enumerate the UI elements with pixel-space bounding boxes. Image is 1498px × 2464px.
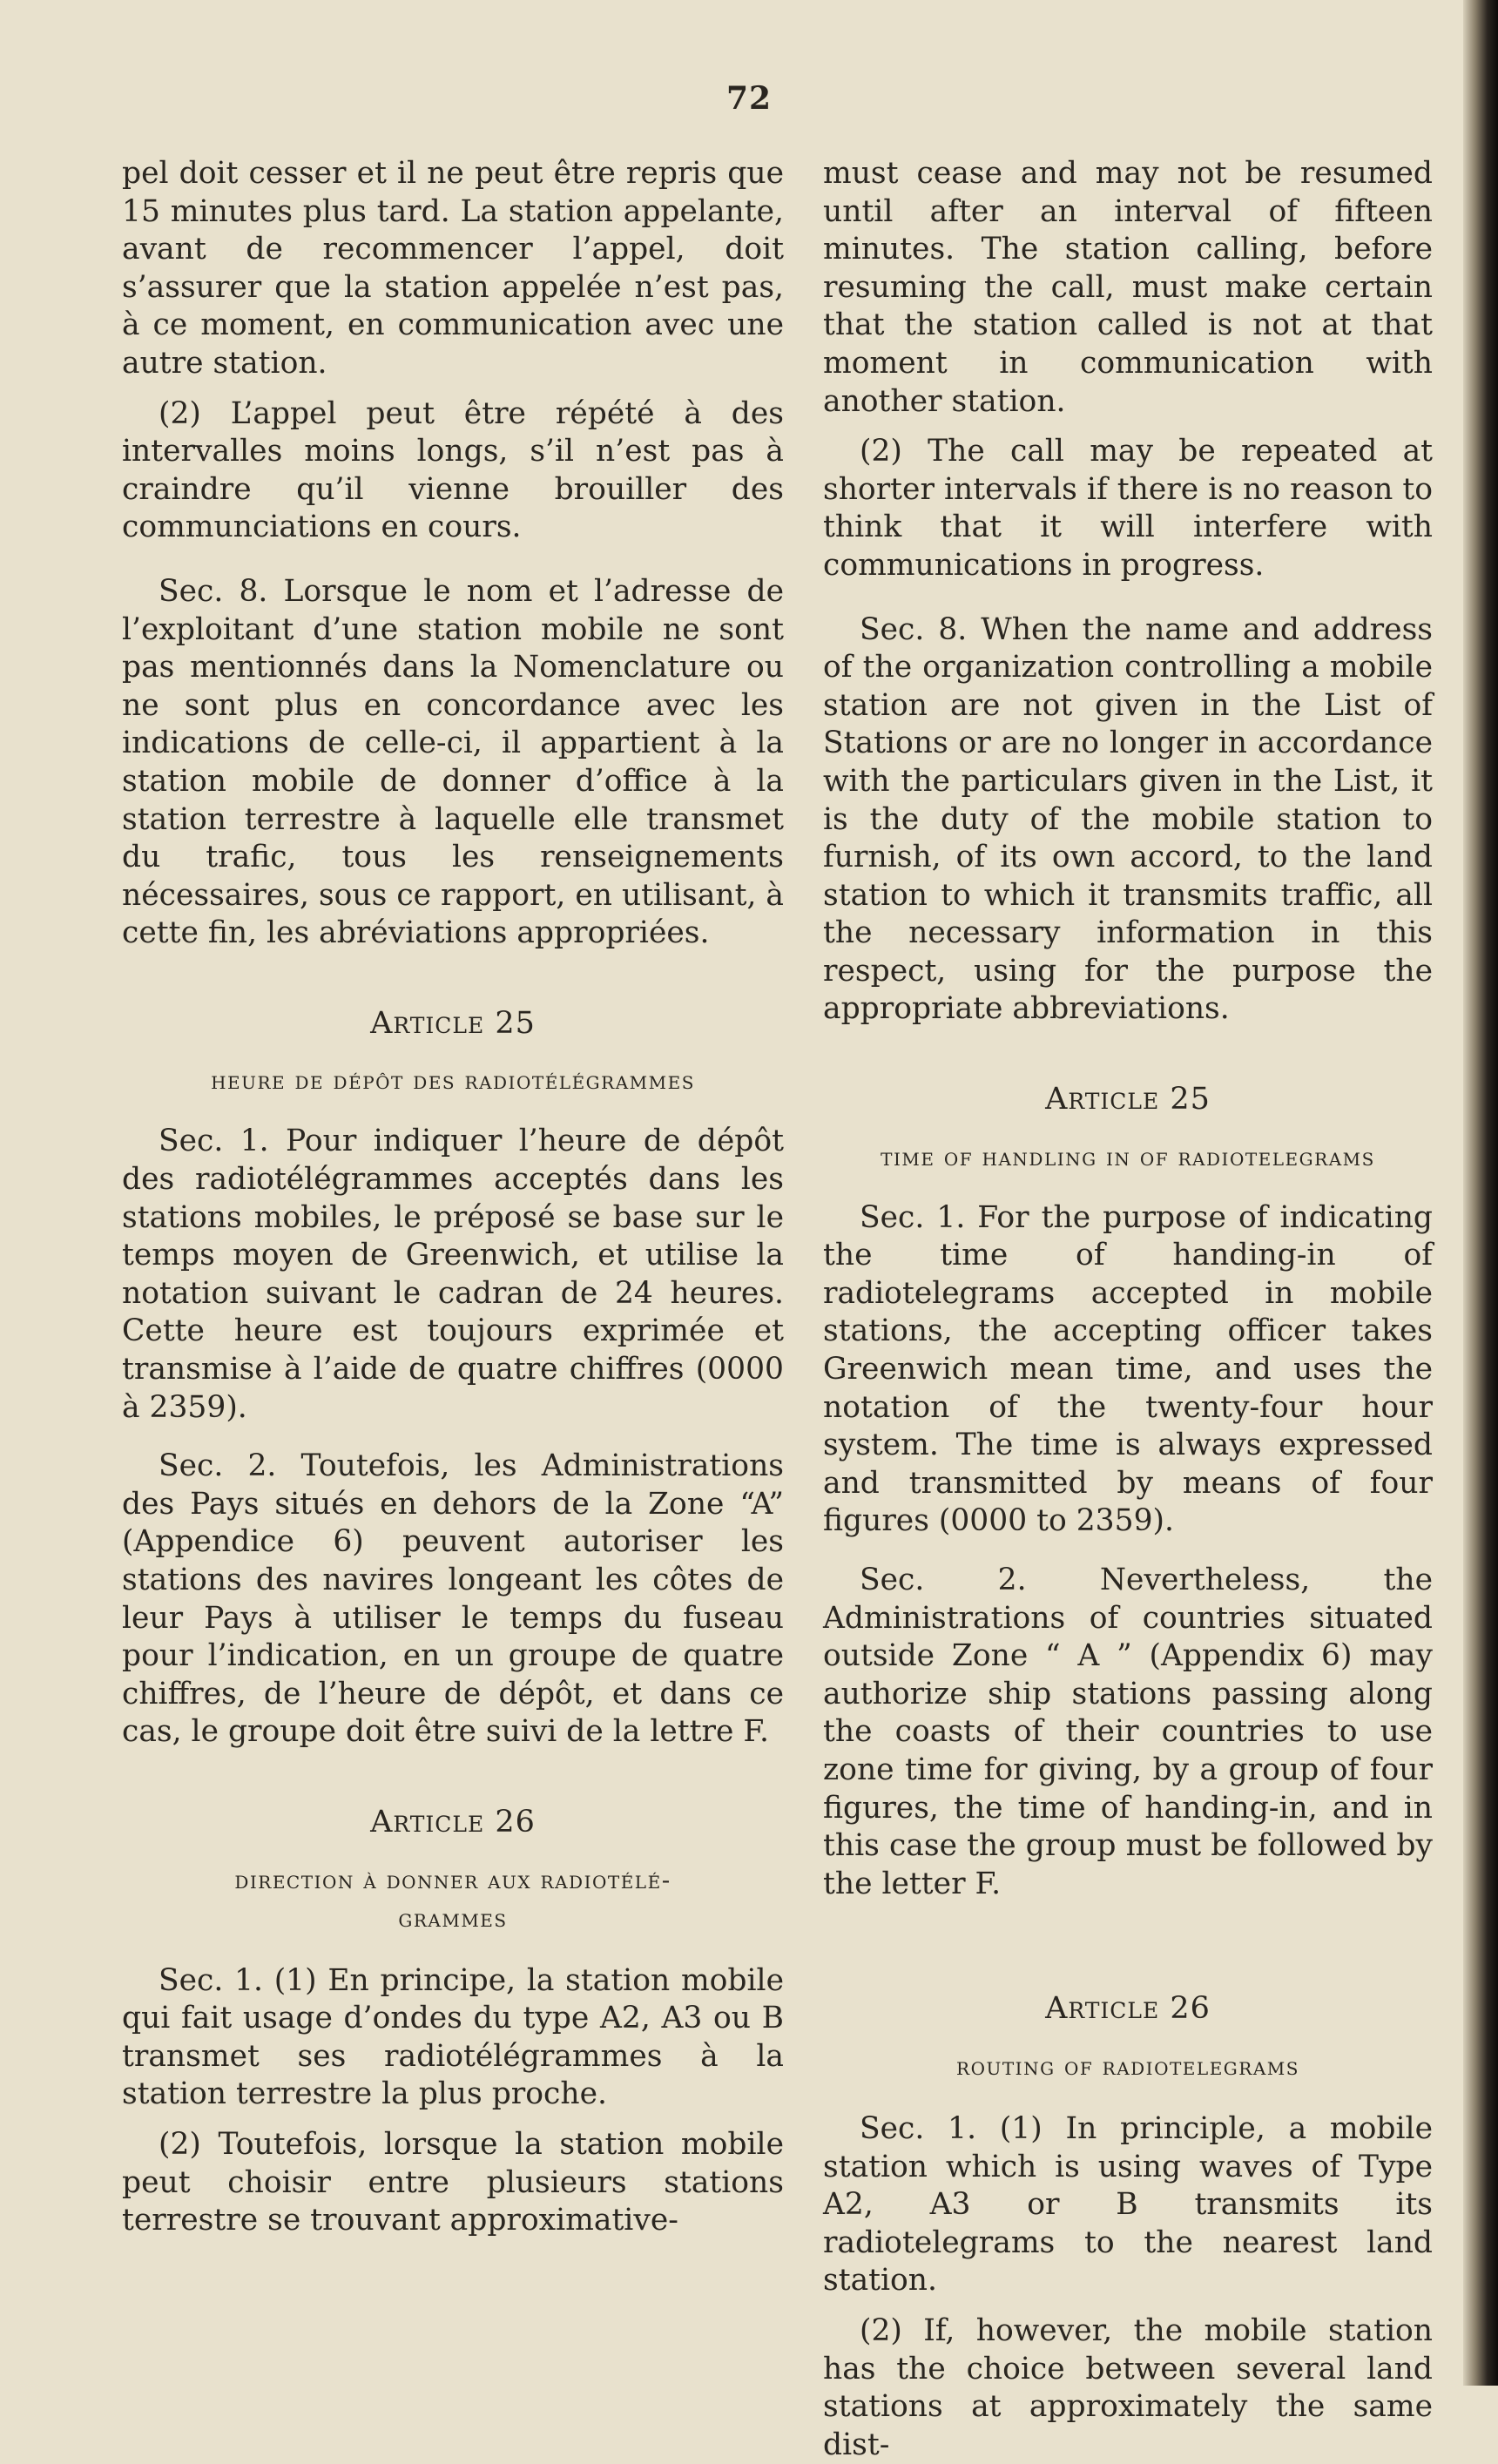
- article-26-title-en: routing of radiotelegrams: [956, 2051, 1299, 2081]
- paragraph-repeat-call-en: (2) The call may be repeated at shorter intervals if there is no reason to think that it will interfere with communications in progress.: [823, 434, 1433, 583]
- article-25-title-fr: heure de dépôt des radiotélégrammes: [211, 1066, 695, 1096]
- page-number: 72: [725, 80, 773, 117]
- english-column: [823, 155, 1433, 2464]
- paragraph-art25-sec1-en: Sec. 1. For the purpose of indicating the time of handing-in of radiotelegrams accepted in mobile stations, the accepting officer takes Greenwich mean time, and uses the notation of the twenty-four hour system. The time is always expressed and transmitted by means of four figures (0000 to 2359).: [823, 1199, 1433, 1539]
- french-column: [122, 155, 784, 2240]
- book-binding-shadow: [1463, 0, 1498, 2386]
- paragraph-sec8-fr: Sec. 8. Lorsque le nom et l’adresse de l’exploitant d’une station mobile ne sont pas mentionnés dans la Nomenclature ou ne sont plus en concordance avec les indications de celle-ci, il appartient à la station mobile de donner d’office à la station terrestre à laquelle elle transmet du trafic, tous les renseignements nécessaires, sous ce rapport, en utilisant, à cette fin, les abréviations appropriées.: [122, 573, 784, 951]
- paragraph-repeat-call-fr: (2) L’appel peut être répété à des intervalles moins longs, s’il n’est pas à craindre qu’il vienne brouiller des communciations en cours.: [122, 395, 784, 545]
- paragraph-art26-sec1-2-en: (2) If, however, the mobile station has the choice between several land stations at approximately the same dist-: [823, 2312, 1433, 2462]
- article-25-heading-en: Article 25: [1045, 1082, 1211, 1117]
- paragraph-art25-sec2-en: Sec. 2. Nevertheless, the Administrations of countries situated outside Zone “ A ” (Appendix 6) may authorize ship stations passing along the coasts of their countries to use zone time for giving, by a group of four figures, the time of handing-in, and in this case the group must be followed by the letter F.: [823, 1563, 1433, 1901]
- paragraph-art26-sec1-en: Sec. 1. (1) In principle, a mobile station which is using waves of Type A2, A3 or B transmits its radiotelegrams to the nearest land station.: [823, 2110, 1433, 2299]
- paragraph-call-cessation-en: must cease and may not be resumed until after an interval of fifteen minutes. The station calling, before resuming the call, must make certain that the station called is not at that moment in communication with another station.: [823, 156, 1433, 419]
- article-26-heading-en: Article 26: [1045, 1991, 1211, 2027]
- article-26-title-line1-fr: direction à donner aux radiotélé-: [234, 1865, 671, 1894]
- paragraph-call-cessation-fr: pel doit cesser et il ne peut être repris que 15 minutes plus tard. La station appelante, avant de recommencer l’appel, doit s’assurer que la station appelée n’est pas, à ce moment, en communication avec une autre station.: [122, 156, 784, 381]
- paragraph-art26-sec1-2-fr: (2) Toutefois, lorsque la station mobile peut choisir entre plusieurs stations terrestre se trouvant approximative-: [122, 2126, 784, 2238]
- article-26-heading-fr: Article 26: [370, 1804, 536, 1840]
- article-25-title-en: time of handling in of radiotelegrams: [881, 1142, 1375, 1171]
- paragraph-art26-sec1-fr: Sec. 1. (1) En principe, la station mobile qui fait usage d’ondes du type A2, A3 ou B transmet ses radiotélégrammes à la station terrestre la plus proche.: [122, 1962, 784, 2112]
- article-25-heading-fr: Article 25: [370, 1005, 536, 1041]
- paragraph-sec8-en: Sec. 8. When the name and address of the organization controlling a mobile station are not given in the List of Stations or are no longer in accordance with the particulars given in the List, it is the duty of the mobile station to furnish, of its own accord, to the land station to which it transmits traffic, all the necessary information in this respect, using for the purpose the appropriate abbreviations.: [823, 611, 1433, 1027]
- paragraph-art25-sec2-fr: Sec. 2. Toutefois, les Administrations des Pays situés en dehors de la Zone “A” (Appendice 6) peuvent autoriser les stations des navires longeant les côtes de leur Pays à utiliser le temps du fuseau pour l’indication, en un groupe de quatre chiffres, de l’heure de dépôt, et dans ce cas, le groupe doit être suivi de la lettre F.: [122, 1448, 784, 1750]
- article-26-title-line2-fr: grammes: [398, 1903, 508, 1933]
- paragraph-art25-sec1-fr: Sec. 1. Pour indiquer l’heure de dépôt des radiotélégrammes acceptés dans les stations mobiles, le préposé se base sur le temps moyen de Greenwich, et utilise la notation suivant le cadran de 24 heures. Cette heure est toujours exprimée et transmise à l’aide de quatre chiffres (0000 à 2359).: [122, 1124, 784, 1425]
